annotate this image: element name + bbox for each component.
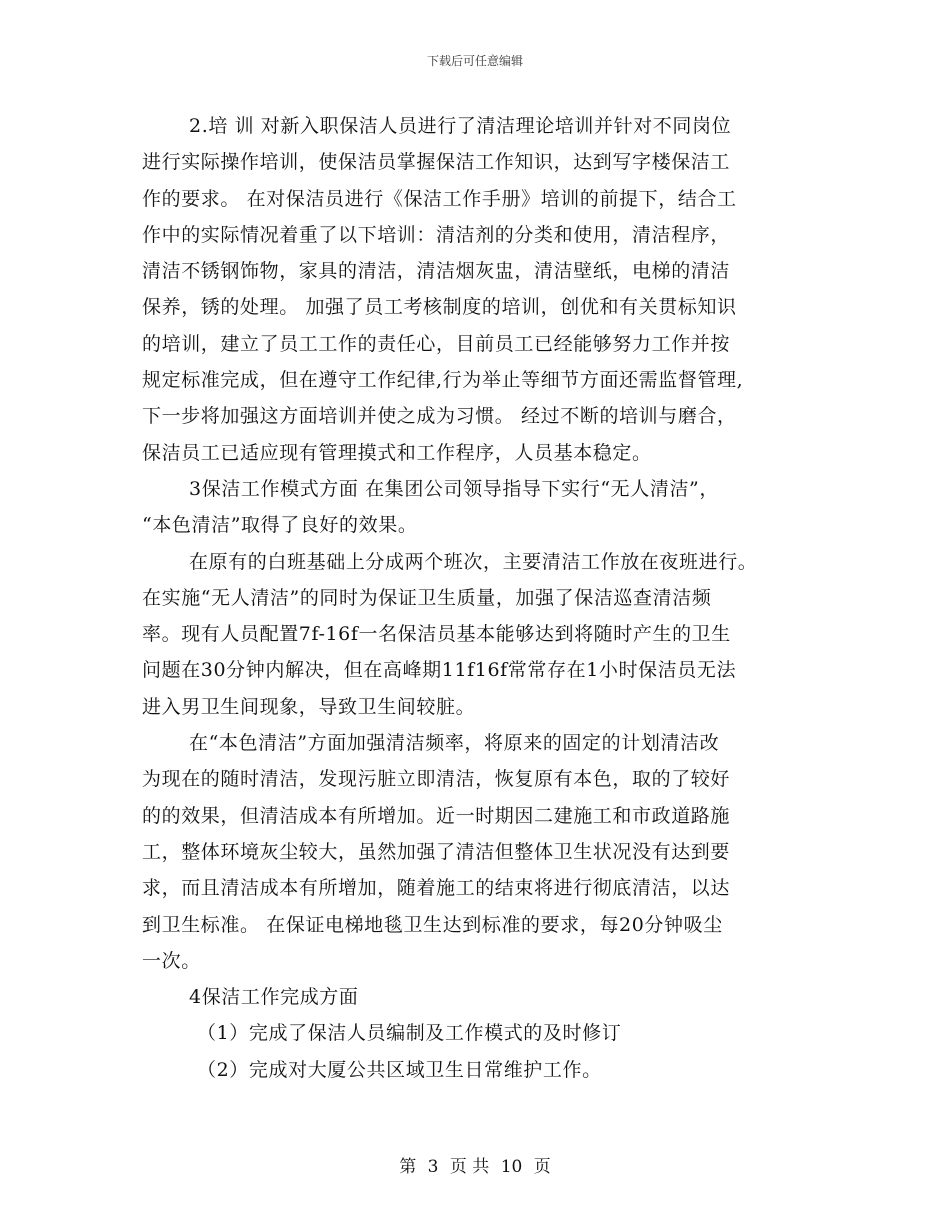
body-line: 进入男卫生间现象，导致卫生间较脏。 [142, 695, 476, 718]
list-item: （1）完成了保洁人员编制及工作模式的及时修订 [197, 1022, 622, 1045]
body-line: 保养，锈的处理。 加强了员工考核制度的培训，创优和有关贯标知识 [142, 296, 737, 319]
body-line: 下一步将加强这方面培训并使之成为习惯。 经过不断的培训与磨合， [142, 405, 737, 428]
body-line: 作中的实际情况着重了以下培训：清洁剂的分类和使用，清洁程序， [142, 223, 731, 246]
document-body [142, 108, 822, 1088]
body-line: 规定标准完成，但在遵守工作纪律,行为举止等细节方面还需监督管理, [142, 369, 744, 392]
body-line: 率。现有人员配置7f-16f一名保洁员基本能够达到将随时产生的卫生 [142, 623, 731, 646]
body-line: 保洁员工已适应现有管理摸式和工作程序，人员基本稳定。 [142, 441, 652, 464]
body-line: 的培训，建立了员工工作的责任心，目前员工已经能够努力工作并按 [142, 332, 731, 355]
section-heading: 3保洁工作模式方面 在集团公司领导指导下实行“无人清洁”， [189, 477, 719, 500]
body-line: 清洁不锈钢饰物，家具的清洁，清洁烟灰盅，清洁壁纸，电梯的清洁 [142, 260, 731, 283]
body-line: 作的要求。 在对保洁员进行《保洁工作手册》培训的前提下，结合工 [142, 187, 737, 210]
body-line: 在原有的白班基础上分成两个班次，主要清洁工作放在夜班进行。 [189, 550, 758, 573]
body-line: 在“本色清洁”方面加强清洁频率，将原来的固定的计划清洁改 [189, 732, 720, 755]
body-line: 求，而且清洁成本有所增加，随着施工的结束将进行彻底清洁，以达 [142, 877, 731, 900]
body-line: 进行实际操作培训，使保洁员掌握保洁工作知识，达到写字楼保洁工 [142, 151, 731, 174]
page-label-prefix: 第 [399, 1157, 417, 1177]
page-current-number: 3 [427, 1157, 439, 1177]
body-line: 工，整体环境灰尘较大，虽然加强了清洁但整体卫生状况没有达到要 [142, 840, 731, 863]
page-header-note: 下载后可任意编辑 [426, 54, 523, 68]
body-line: “本色清洁”取得了良好的效果。 [142, 514, 418, 537]
body-line: 一次。 [142, 949, 201, 972]
body-line: 在实施“无人清洁”的同时为保证卫生质量，加强了保洁巡查清洁频 [142, 586, 712, 609]
body-line: 为现在的随时清洁，发现污脏立即清洁，恢复原有本色，取的了较好 [142, 768, 731, 791]
section-heading: 4保洁工作完成方面 [189, 986, 359, 1009]
page-footer [0, 1152, 950, 1177]
body-line: 问题在30分钟内解决，但在高峰期11f16f常常存在1小时保洁员无法 [142, 659, 737, 682]
page-label-suffix: 页 [533, 1157, 551, 1177]
body-line: 的的效果，但清洁成本有所增加。近一时期因二建施工和市政道路施 [142, 804, 731, 827]
body-line: 到卫生标准。 在保证电梯地毯卫生达到标准的要求，每20分钟吸尘 [142, 913, 723, 936]
page-label-mid: 页 共 [449, 1157, 490, 1177]
body-line: 2.培 训 对新入职保洁人员进行了清洁理论培训并针对不同岗位 [189, 115, 732, 137]
page-total-number: 10 [500, 1157, 523, 1177]
list-item: （2）完成对大厦公共区域卫生日常维护工作。 [197, 1058, 602, 1081]
